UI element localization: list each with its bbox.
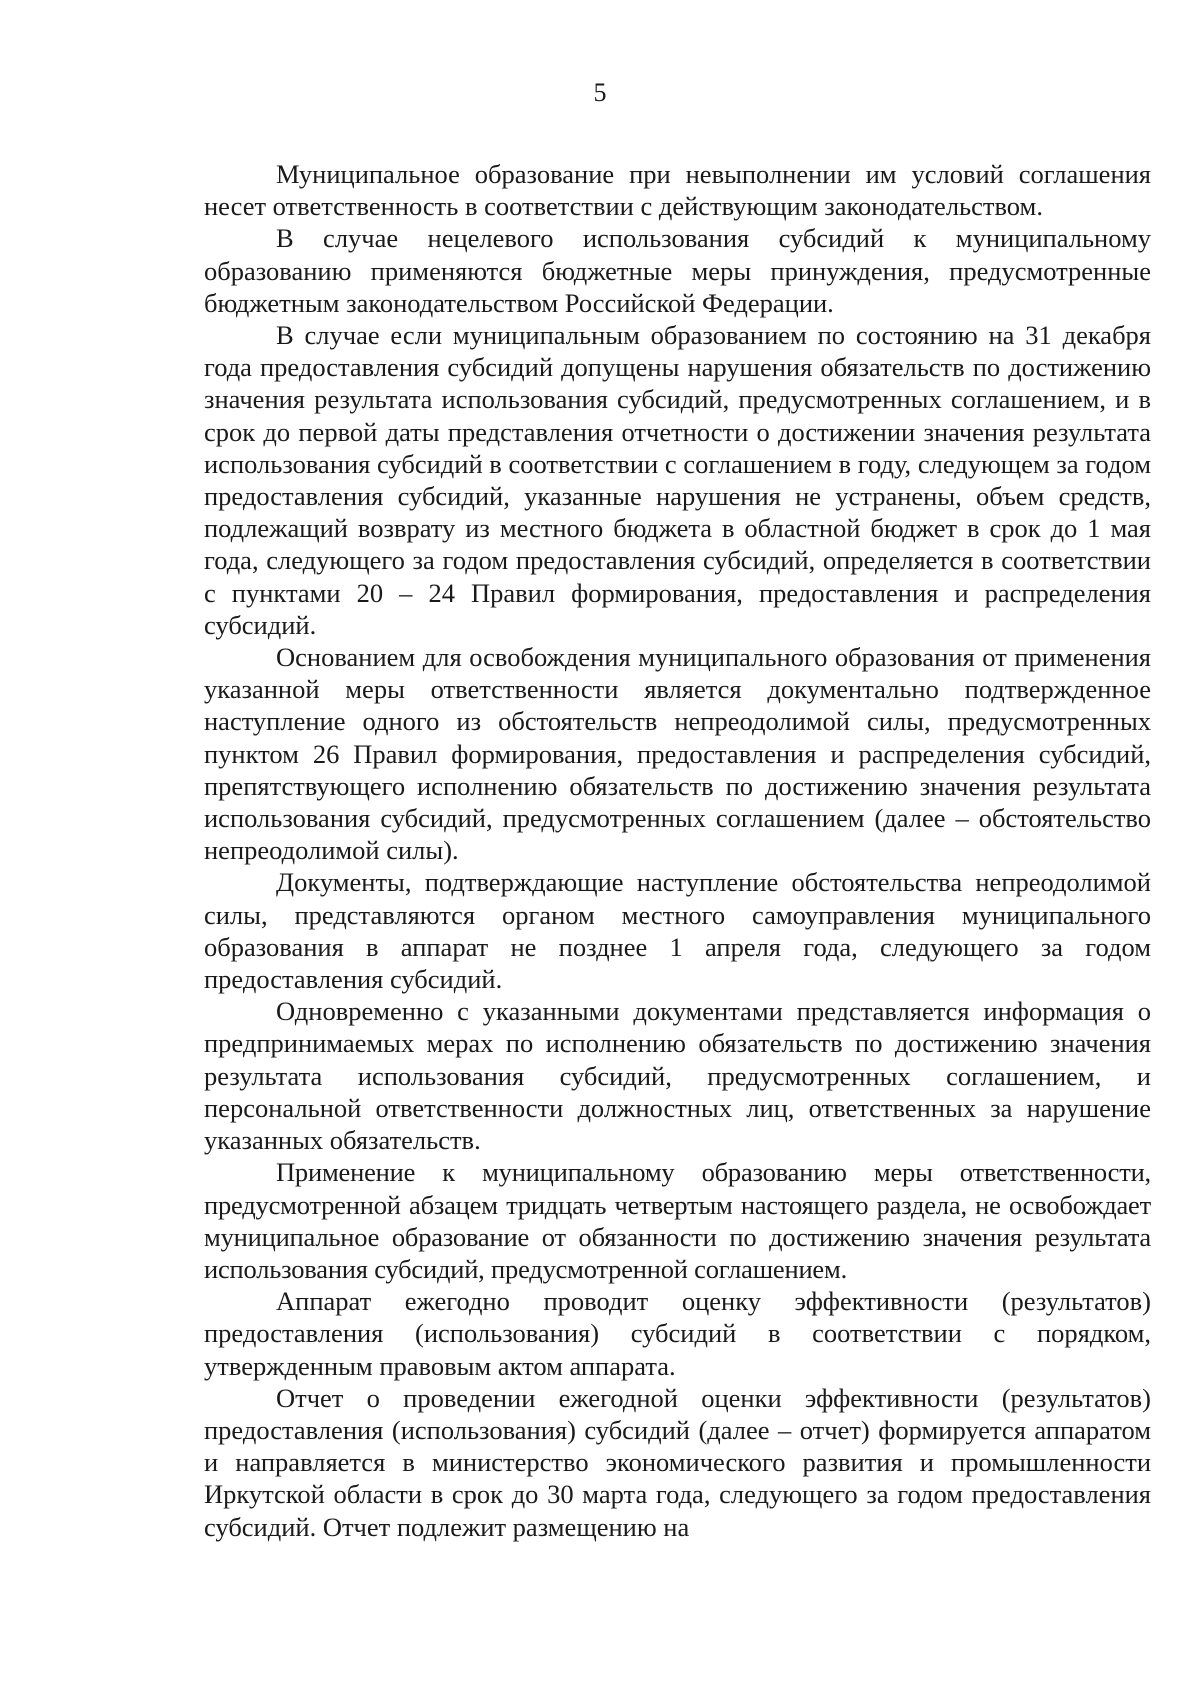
paragraph-obligation-remains: Применение к муниципальному образованию меры ответственности, предусмотренной абзацем тридцать четвертым настоящего раздела, не освобождает муниципальное образование от обязанности по достижению значения результата использования субсидий, предусмотренной соглашением. [204,1157,1151,1284]
paragraph-measures-information: Одновременно с указанными документами представляется информация о предпринимаемых мерах по исполнению обязательств по достижению значения результата использования субсидий, предусмотренных соглашением, и персональной ответственности должностных лиц, ответственных за нарушение указанных обязательств. [204,996,1151,1156]
paragraph-liability: Муниципальное образование при невыполнении им условий соглашения несет ответственность в соответствии с действующим законодательством. [204,159,1151,222]
paragraph-force-majeure-exemption: Основанием для освобождения муниципального образования от применения указанной меры ответственности является документально подтвержденное наступление одного из обстоятельств непреодолимой силы, предусмотренных пунктом 26 Правил формирования, предоставления и распределения субсидий, препятствующего исполнению обязательств по достижению значения результата использования субсидий, предусмотренных соглашением (далее – обстоятельство непреодолимой силы). [204,642,1151,866]
document-body [204,158,1151,1543]
page-number: 5 [593,78,607,107]
paragraph-force-majeure-documents: Документы, подтверждающие наступление обстоятельства непреодолимой силы, представляются органом местного самоуправления муниципального образования в аппарат не позднее 1 апреля года, следующего за годом предоставления субсидий. [204,867,1151,995]
paragraph-efficiency-assessment: Аппарат ежегодно проводит оценку эффективности (результатов) предоставления (использования) субсидий в соответствии с порядком, утвержденным правовым актом аппарата. [204,1286,1151,1381]
paragraph-assessment-report: Отчет о проведении ежегодной оценки эффективности (результатов) предоставления (использования) субсидий (далее – отчет) формируется аппаратом и направляется в министерство экономического развития и промышленности Иркутской области в срок до 30 марта года, следующего за годом предоставления субсидий. Отчет подлежит размещению на [204,1382,1151,1542]
paragraph-refund-volume: В случае если муниципальным образованием по состоянию на 31 декабря года предоставления субсидий допущены нарушения обязательств по достижению значения результата использования субсидий, предусмотренных соглашением, и в срок до первой даты представления отчетности о достижении значения результата использования субсидий в соответствии с соглашением в году, следующем за годом предоставления субсидий, указанные нарушения не устранены, объем средств, подлежащий возврату из местного бюджета в областной бюджет в срок до 1 мая года, следующего за годом предоставления субсидий, определяется в соответствии с пунктами 20 – 24 Правил формирования, предоставления и распределения субсидий. [204,320,1151,640]
paragraph-misuse-measures: В случае нецелевого использования субсидий к муниципальному образованию применяются бюджетные меры принуждения, предусмотренные бюджетным законодательством Российской Федерации. [204,223,1151,318]
